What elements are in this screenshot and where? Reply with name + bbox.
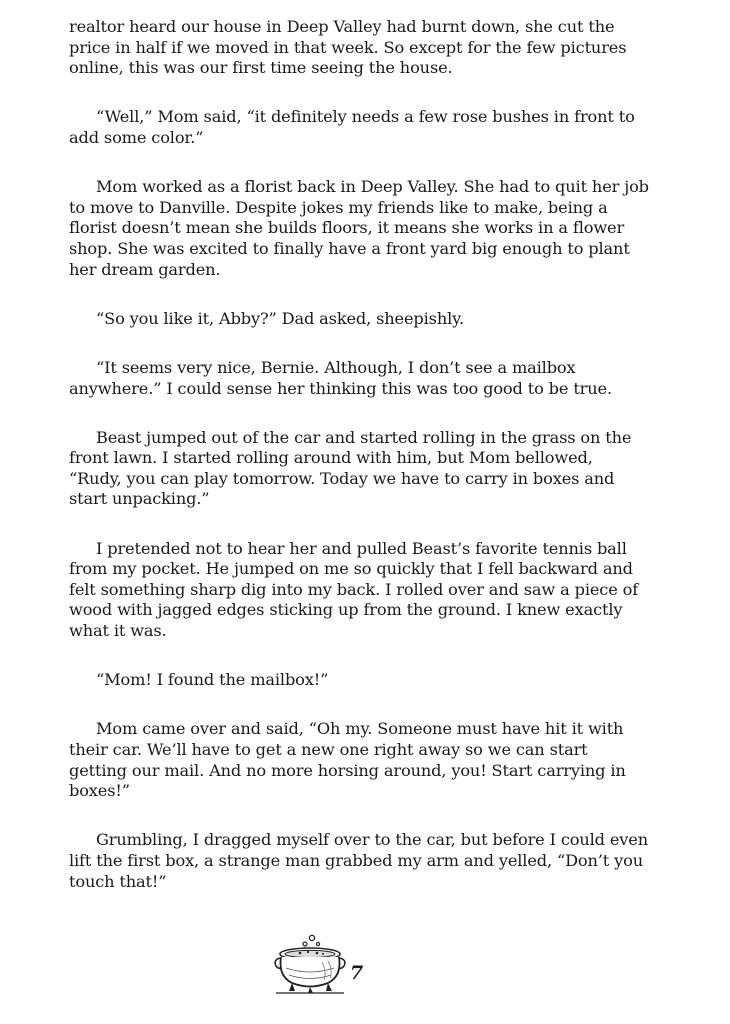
- paragraph: Grumbling, I dragged myself over to the car, but before I could even lift the first box, a strange man grabbed my arm and yelled, “Don’t you touch that!”: [69, 830, 648, 891]
- paragraph: “So you like it, Abby?” Dad asked, sheepishly.: [96, 308, 464, 328]
- paragraph: Mom came over and said, “Oh my. Someone must have hit it with their car. We’ll have to get a new one right away so we can start getting our mail. And no more horsing around, you! Start carrying in boxes!”: [69, 719, 626, 801]
- paragraph: “Mom! I found the mailbox!”: [96, 670, 329, 690]
- body-text: [69, 17, 649, 921]
- page-footer: [270, 930, 390, 1000]
- paragraph: Beast jumped out of the car and started rolling in the grass on the front lawn. I started rolling around with him, but Mom bellowed, “Rudy, you can play tomorrow. Today we have to carry in boxes and start unpacking.”: [69, 427, 632, 509]
- paragraph: realtor heard our house in Deep Valley had burnt down, she cut the price in half if we moved in that week. So except for the few pictures online, this was our first time seeing the house.: [69, 17, 627, 78]
- paragraph: “Well,” Mom said, “it definitely needs a few rose bushes in front to add some color.”: [69, 107, 635, 147]
- paragraph: Mom worked as a florist back in Deep Valley. She had to quit her job to move to Danville. Despite jokes my friends like to make, being a florist doesn’t mean she builds floors, it means she works in a flower shop. She was excited to finally have a front yard big enough to plant her dream garden.: [69, 177, 649, 279]
- paragraph: I pretended not to hear her and pulled Beast’s favorite tennis ball from my pocket. He jumped on me so quickly that I fell backward and felt something sharp dig into my back. I rolled over and saw a piece of wood with jagged edges sticking up from the ground. I knew exactly what it was.: [69, 538, 639, 641]
- page-number: 7: [350, 962, 364, 984]
- cauldron-icon: [270, 930, 354, 998]
- paragraph: “It seems very nice, Bernie. Although, I don’t see a mailbox anywhere.” I could sense her thinking this was too good to be true.: [69, 357, 612, 398]
